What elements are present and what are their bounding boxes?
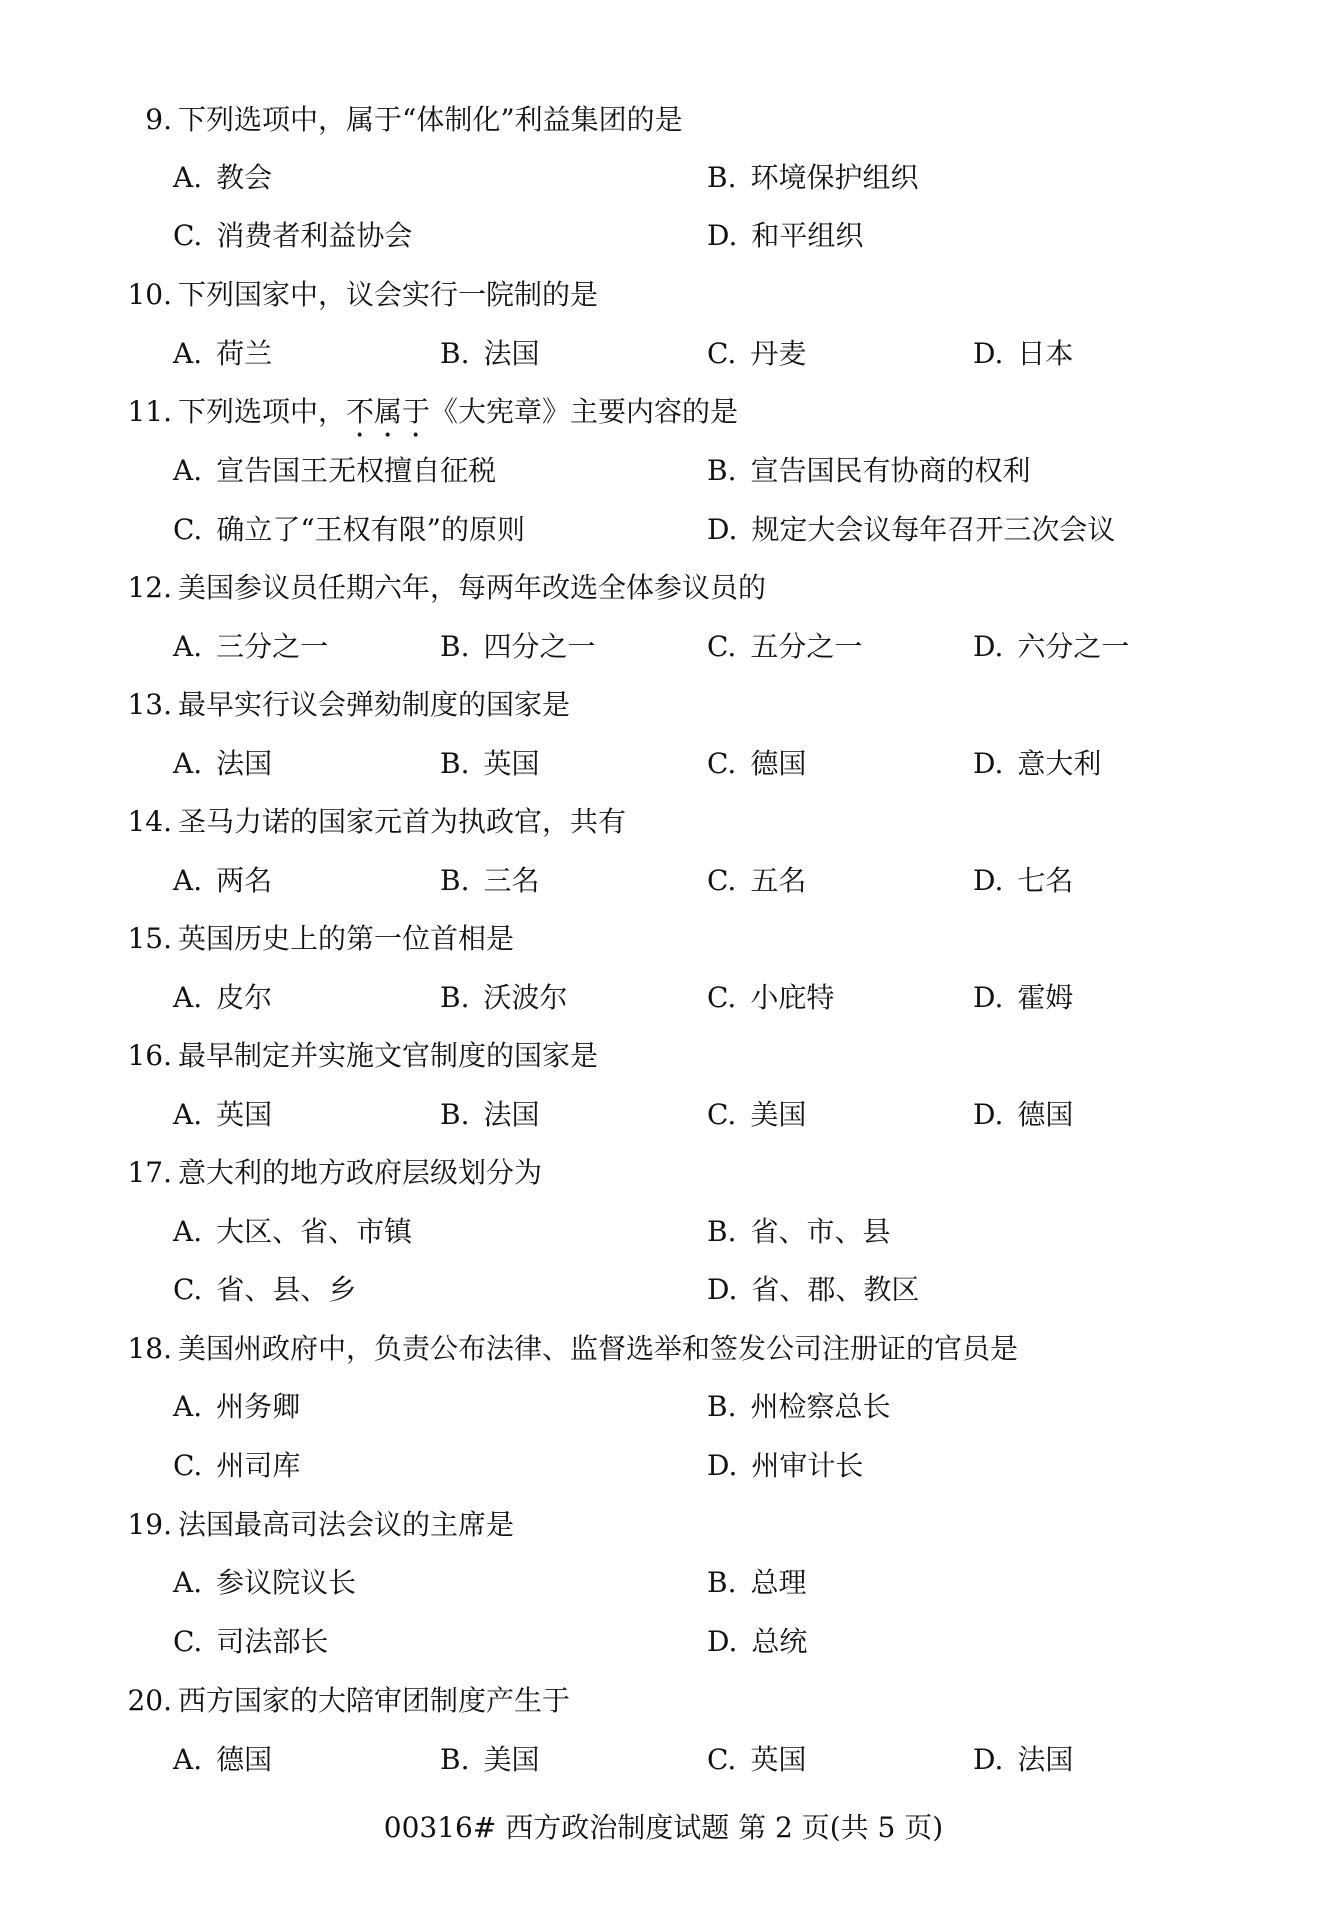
question-stem (112, 275, 598, 315)
option-a: A. 法国 (173, 747, 273, 780)
question-number: 12. (127, 571, 172, 604)
option-a: A. 州务卿 (173, 1390, 301, 1423)
option-b: B. 州检察总长 (707, 1390, 891, 1423)
option-c: C. 德国 (707, 747, 807, 780)
option-b: B. 法国 (440, 337, 540, 370)
option-a: A. 参议院议长 (173, 1566, 357, 1599)
question-number: 15. (127, 922, 172, 955)
question-stem (112, 100, 683, 140)
question-stem (112, 1036, 598, 1076)
option-b: B. 英国 (440, 747, 540, 780)
option-a: A. 皮尔 (173, 981, 273, 1014)
question-stem (112, 392, 738, 444)
option-d: D. 法国 (973, 1743, 1074, 1776)
page-footer: 00316# 西方政治制度试题 第 2 页(共 5 页) (383, 1811, 944, 1844)
question-number: 11. (127, 395, 172, 428)
option-c: C. 消费者利益协会 (173, 219, 413, 252)
option-d: D. 德国 (973, 1098, 1074, 1131)
question-text: 法国最高司法会议的主席是 (178, 1508, 515, 1541)
option-c: C. 五分之一 (707, 630, 863, 663)
question-number: 16. (127, 1039, 172, 1072)
question-number: 19. (127, 1508, 172, 1541)
question-stem (112, 919, 514, 959)
question-text: 意大利的地方政府层级划分为 (178, 1156, 543, 1189)
question-text: 最早制定并实施文官制度的国家是 (178, 1039, 599, 1072)
option-b: B. 美国 (440, 1743, 540, 1776)
option-c: C. 五名 (707, 864, 807, 897)
option-c: C. 英国 (707, 1743, 807, 1776)
question-text: 下列选项中，属于“体制化”利益集团的是 (178, 103, 683, 136)
option-d: D. 七名 (973, 864, 1074, 897)
option-d: D. 和平组织 (707, 219, 864, 252)
option-a: A. 教会 (173, 161, 273, 194)
question-number: 18. (127, 1332, 172, 1365)
option-d: D. 霍姆 (973, 981, 1074, 1014)
question-text: 圣马力诺的国家元首为执政官，共有 (178, 805, 627, 838)
option-d: D. 规定大会议每年召开三次会议 (707, 513, 1116, 546)
option-b: B. 环境保护组织 (707, 161, 919, 194)
question-text: 英国历史上的第一位首相是 (178, 922, 515, 955)
emphasized-text: 不属于 (346, 395, 431, 428)
question-text-post: 《大宪章》主要内容的是 (430, 395, 739, 428)
question-text: 美国州政府中，负责公布法律、监督选举和签发公司注册证的官员是 (178, 1332, 1019, 1365)
option-a: A. 英国 (173, 1098, 273, 1131)
option-d: D. 意大利 (973, 747, 1102, 780)
question-text: 美国参议员任期六年，每两年改选全体参议员的 (178, 571, 767, 604)
option-a: A. 三分之一 (173, 630, 329, 663)
option-d: D. 日本 (973, 337, 1074, 370)
option-a: A. 德国 (173, 1743, 273, 1776)
option-c: C. 省、县、乡 (173, 1273, 357, 1306)
option-d: D. 州审计长 (707, 1449, 864, 1482)
option-c: C. 美国 (707, 1098, 807, 1131)
option-b: B. 宣告国民有协商的权利 (707, 454, 1031, 487)
option-d: D. 总统 (707, 1625, 808, 1658)
option-b: B. 四分之一 (440, 630, 596, 663)
question-number: 14. (127, 805, 172, 838)
question-number: 13. (127, 688, 172, 721)
option-b: B. 沃波尔 (440, 981, 568, 1014)
option-b: B. 法国 (440, 1098, 540, 1131)
question-stem (112, 1329, 1018, 1369)
option-c: C. 州司库 (173, 1449, 301, 1482)
question-stem (112, 1505, 514, 1545)
question-number: 9. (145, 103, 172, 136)
option-b: B. 省、市、县 (707, 1215, 891, 1248)
question-stem (112, 568, 766, 608)
question-stem (112, 1681, 570, 1721)
option-c: C. 确立了“王权有限”的原则 (173, 513, 525, 546)
option-c: C. 小庇特 (707, 981, 835, 1014)
question-stem (112, 685, 570, 725)
option-a: A. 宣告国王无权擅自征税 (173, 454, 497, 487)
option-c: C. 丹麦 (707, 337, 807, 370)
option-c: C. 司法部长 (173, 1625, 329, 1658)
question-number: 20. (127, 1684, 172, 1717)
question-text: 下列国家中，议会实行一院制的是 (178, 278, 599, 311)
question-stem (112, 1153, 542, 1193)
question-number: 10. (127, 278, 172, 311)
question-text-pre: 下列选项中， (178, 395, 347, 428)
option-d: D. 六分之一 (973, 630, 1130, 663)
question-stem (112, 802, 626, 842)
option-a: A. 大区、省、市镇 (173, 1215, 413, 1248)
option-b: B. 总理 (707, 1566, 807, 1599)
question-text: 西方国家的大陪审团制度产生于 (178, 1684, 571, 1717)
option-a: A. 荷兰 (173, 337, 273, 370)
option-d: D. 省、郡、教区 (707, 1273, 920, 1306)
question-number: 17. (127, 1156, 172, 1189)
option-a: A. 两名 (173, 864, 273, 897)
option-b: B. 三名 (440, 864, 540, 897)
question-text: 最早实行议会弹劾制度的国家是 (178, 688, 571, 721)
